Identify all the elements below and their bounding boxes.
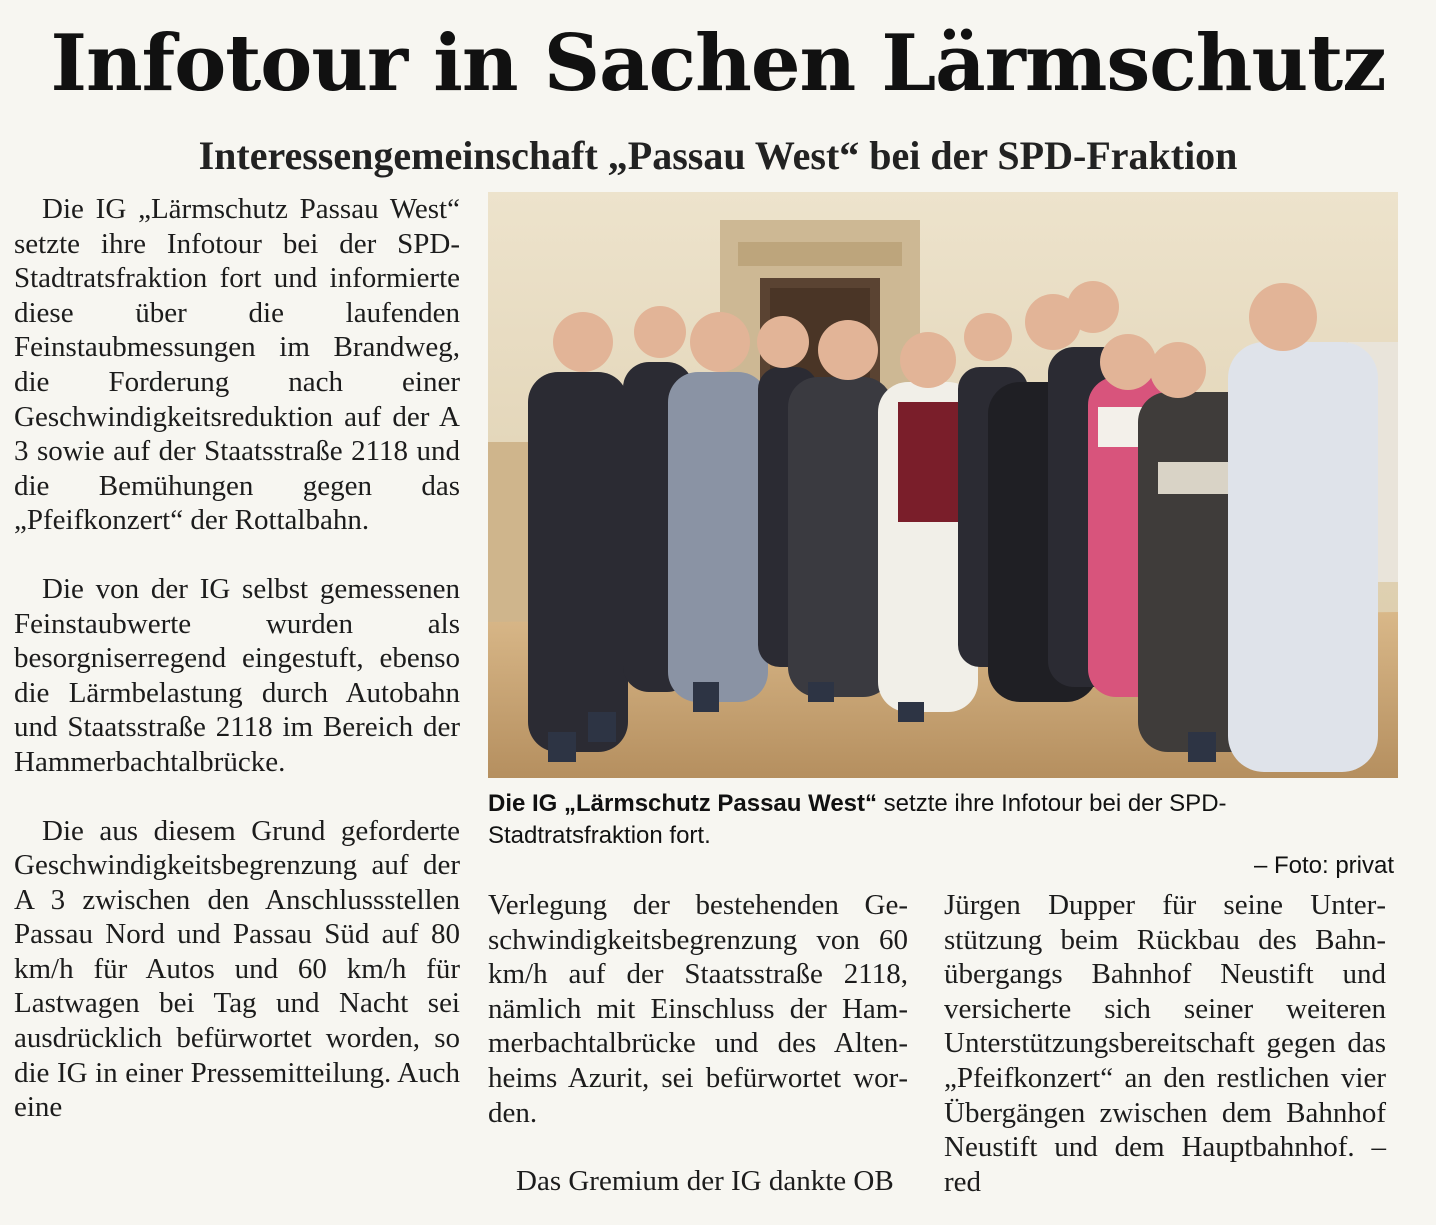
group-photo-illustration — [488, 192, 1398, 778]
photo-caption — [488, 788, 1394, 882]
group-photo — [488, 192, 1398, 778]
paragraph: Die IG „Lärmschutz Passau West“ setzte ihre Infotour bei der SPD-Stadtratsfraktion fort und informierte diese über die laufenden Feinstaubmessungen im Brandweg, die Forderung nach einer Geschwindigkeitsreduktion auf der A 3 sowie auf der Staatsstraße 2118 und die Bemühungen gegen das „Pfeifkonzert“ der Rottalbahn. — [14, 193, 460, 537]
right-column — [944, 888, 1386, 1199]
paragraph: Die aus diesem Grund geforderte Geschwindigkeitsbegrenzung auf der A 3 zwischen den Anschlussstellen Passau Nord und Passau Süd auf 80 km/h für Autos und 60 km/h für Lastwagen bei Tag und Nacht sei ausdrücklich befürwortet worden, so die IG in einer Pressemitteilung. Auch eine — [14, 814, 460, 1124]
paragraph: Das Gremium der IG dankte OB — [516, 1165, 894, 1198]
left-column — [14, 192, 460, 1125]
paragraph: Jürgen Dupper für seine Unterstützung beim Rückbau des Bahnübergangs Bahnhof Neustift und versicherte sich seiner weiteren Unterstützungsbereitschaft gegen das „Pfeifkonzert“ an den restlichen vier Übergängen zwischen dem Bahnhof Neustift und dem Hauptbahnhof. – red — [944, 889, 1386, 1198]
caption-bold: Die IG „Lärmschutz Passau West“ — [488, 790, 878, 817]
paragraph: Verlegung der bestehenden Geschwindigkeitsbegrenzung von 60 km/h auf der Staatsstraße 2118, nämlich mit Einschluss der Hammerbachtalbrücke und des Altenheims Azurit, sei befürwortet worden. — [488, 889, 908, 1129]
headline: Infotour in Sachen Lärmschutz — [50, 18, 1386, 109]
photo-credit: – Foto: privat — [1253, 852, 1394, 879]
middle-column — [488, 888, 908, 1199]
caption-text: setzte ihre Infotour bei der SPD-Stadtratsfraktion fort. — [488, 790, 1227, 849]
subheadline: Interessengemeinschaft „Passau West“ bei der SPD-Fraktion — [198, 133, 1238, 178]
paragraph: Die von der IG selbst gemessenen Feinstaubwerte wurden als besorgniserregend eingestuft, ebenso die Lärmbelastung durch Autobahn und Staatsstraße 2118 im Bereich der Hammerbachtalbrücke. — [14, 572, 460, 778]
